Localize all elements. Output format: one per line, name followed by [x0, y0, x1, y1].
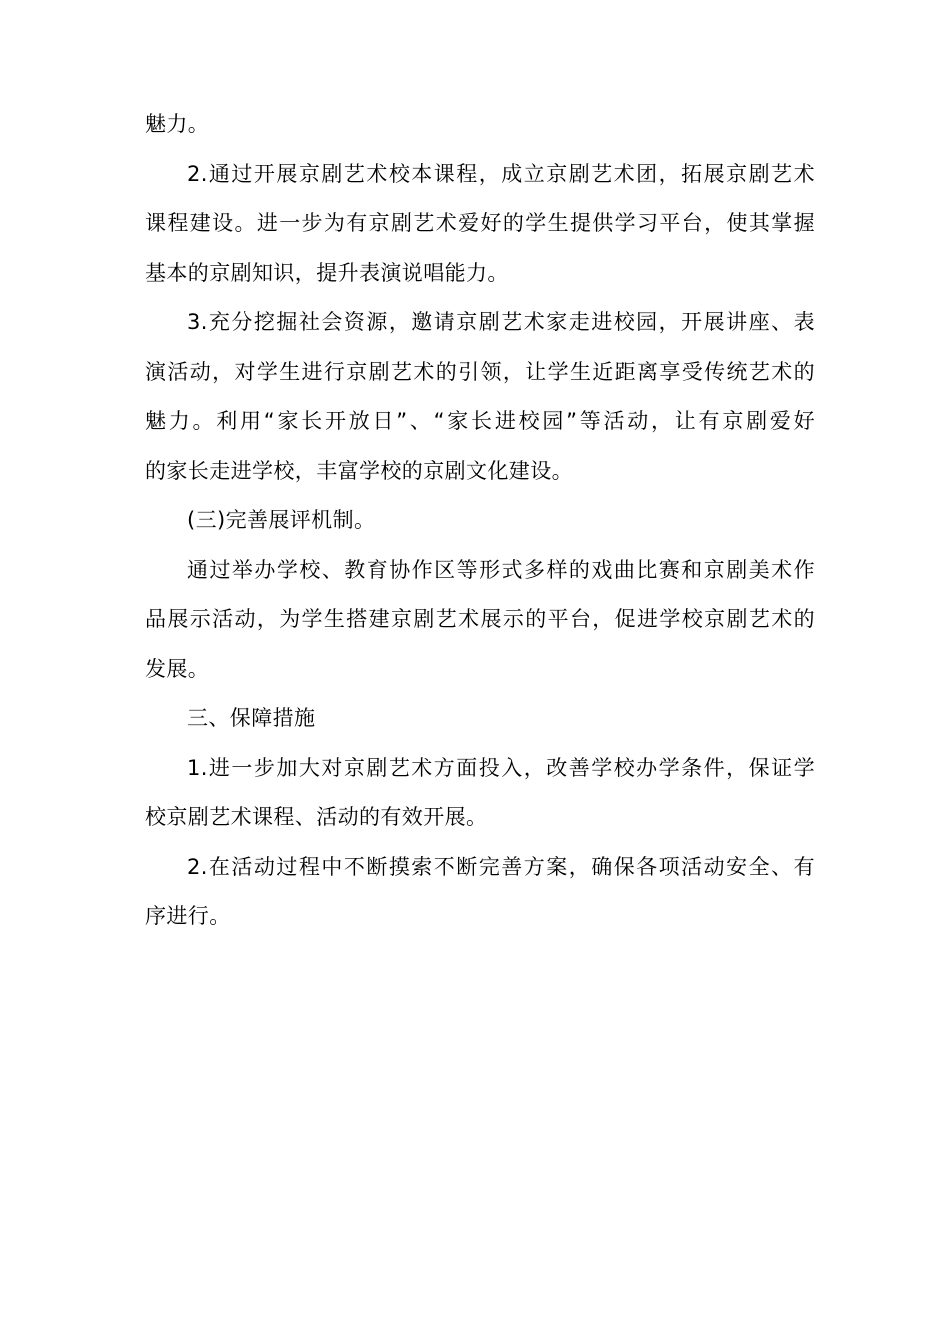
- document-body: [145, 100, 815, 942]
- section-heading-guarantee: [145, 694, 815, 744]
- text-line: 序进行。: [145, 904, 231, 928]
- text-line: 魅力。利用“家长开放日”、“家长进校园”等活动，让有京剧爱好: [145, 409, 815, 433]
- text-line: 课程建设。进一步为有京剧艺术爱好的学生提供学习平台，使其掌握: [145, 211, 815, 235]
- text-line: 基本的京剧知识，提升表演说唱能力。: [145, 260, 509, 285]
- text-line: 3.充分挖掘社会资源，邀请京剧艺术家走进校园，开展讲座、表: [187, 310, 815, 334]
- text-line: 品展示活动，为学生搭建京剧艺术展示的平台，促进学校京剧艺术的: [145, 607, 815, 631]
- subheading-evaluation: [145, 496, 815, 546]
- paragraph-guarantee-1: [145, 744, 815, 843]
- text-line: 2.在活动过程中不断摸索不断完善方案，确保各项活动安全、有: [187, 854, 815, 879]
- text-line: (三)完善展评机制。: [187, 508, 376, 532]
- text-line: 演活动，对学生进行京剧艺术的引领，让学生近距离享受传统艺术的: [145, 359, 815, 384]
- text-line: 校京剧艺术课程、活动的有效开展。: [145, 805, 488, 829]
- paragraph-item-2: [145, 150, 815, 299]
- text-line: 2.通过开展京剧艺术校本课程，成立京剧艺术团，拓展京剧艺术: [187, 161, 815, 186]
- text-line: 魅力。: [145, 112, 210, 136]
- text-line: 的家长走进学校，丰富学校的京剧文化建设。: [145, 458, 573, 483]
- text-line: 三、保障措施: [187, 706, 316, 730]
- text-line: 1.进一步加大对京剧艺术方面投入，改善学校办学条件，保证学: [187, 755, 815, 780]
- paragraph-guarantee-2: [145, 843, 815, 942]
- paragraph-item-3: [145, 298, 815, 496]
- paragraph-continuation: [145, 100, 815, 150]
- text-line: 通过举办学校、教育协作区等形式多样的戏曲比赛和京剧美术作: [187, 557, 815, 582]
- text-line: 发展。: [145, 656, 210, 681]
- paragraph-evaluation: [145, 546, 815, 695]
